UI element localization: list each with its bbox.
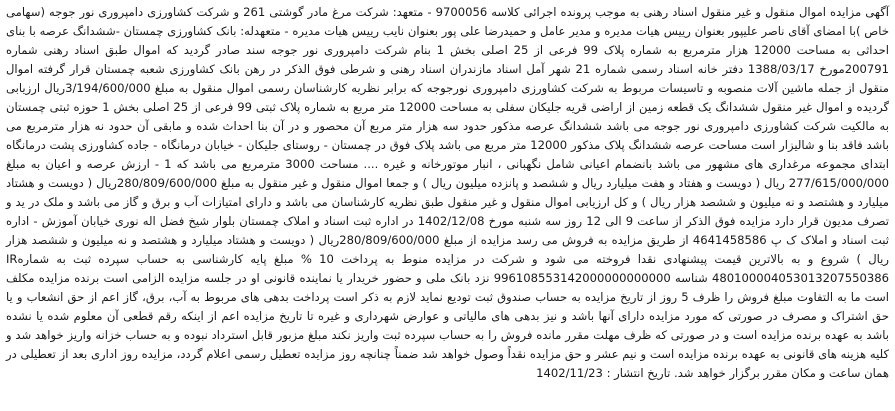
- auction-notice-body: آگهی مزایده اموال منقول و غیر منقول اسناد رهنی به موجب پرونده اجرائی کلاسه 9700056 - متعهد: شرکت مرغ مادر گوشتی 261 و شرکت کشاورزی دامپروری نور جوجه (سهامی خاص )با امضای آقای ناصر علیپور بعنوان رییس هیات مدیره و مدیر عامل و حمیدرضا علی پور بعنوان نایب رییس هیات مدیره - متعهدله: بانک کشاورزی چمستان -ششدانگ عرصه با بنای احداثی به مساحت 12000 هزار مترمربع به شماره پلاک 99 فرعی از 25 اصلی بخش 1 بنام شرکت دامپروری نور جوجه سند صادر گردید که اموال طبق اسناد رهنی شماره 200791مورخ 1388/03/17 دفتر خانه اسناد رسمی شماره 21 شهر آمل اسناد مازندران اسناد رهنی و شرطی فوق الذکر در رهن بانک کشاورزی شعبه چمستان قرار گرفته اموال منقول از جمله ماشین آلات منصوبه و تاسیسات مربوط به شرکت کشاورزی دامپروری نورجوجه که برابر نظریه کارشناسان رسمی اموال منقول به مبلغ 3/194/600/000ریال ارزیابی گردیده و اموال غیر منقول ششدانگ یک قطعه زمین از اراضی قریه جلیکان سفلی به مساحت 12000 متر مربع به شماره پلاک ثبتی 99 فرعی از 25 اصلی بخش 1 حوزه ثبتی چمستان به مالکیت شرکت کشاورزی دامپروری نور جوجه می باشد ششدانگ عرصه مذکور حدود سه هزار متر مربع آن محصور و در آن بنا احداث شده و مابقی آن حدود نه هزار مترمربع می باشد فاقد بنا و شالیزار است مساحت عرصه ششدانگ پلاک مذکور 12000 متر مربع می باشد پلاک فوق در چمستان - روستای جلیکان - خیابان درمانگاه - جاده کشاورزی پشت درمانگاه ابتدای مجموعه مرغداری های مشهور می باشد بانضمام اعیانی شامل نگهبانی ، انبار موتورخانه و غیره .... مساحت 3000 مترمربع می باشد که 1 - ارزش عرصه و اعیان به مبلغ 277/615/000/000 ریال ( دویست و هفتاد و هفت میلیارد ریال و ششصد و پانزده میلیون ریال ) و جمعا اموال منقول و غیر منقول به مبلغ 280/809/600/000ریال ( دویست و هشتاد میلیارد و هشتصد و نه میلیون و ششصد هزار ریال ) و کل ارزیابی اموال منقول و غیر منقول طبق نظریه کارشناسان می باشد و دارای امتیازات آب و برق و گاز می باشد و ملک در ید و تصرف مدیون قرار دارد مزایده فوق الذکر از ساعت 9 الی 12 روز سه شنبه مورخ 1402/12/08 در اداره ثبت اسناد و املاک چمستان بلوار شیخ فضل اله نوری خیابان آموزش - اداره ثبت اسناد و املاک ک پ 4641458586 از طریق مزایده به فروش می رسد مزایده از مبلغ 280/809/600/000ریال ( دویست و هشتاد میلیارد و هشتصد و نه میلیون و ششصد هزار ریال ) شروع و به بالاترین قیمت پیشنهادی نقدا فروخته می شود و شرکت در مزایده منوط به پرداخت 10 % مبلغ پایه کارشناسی به حساب سپرده ثبت به شمارهIR 480100004053013207550386 شناسه 996108553142000000000000 نزد بانک ملی و حضور خریدار یا نماینده قانونی او در جلسه مزایده الزامی است برنده مزایده مکلف است ما به التفاوت مبلغ فروش را ظرف 5 روز از تاریخ مزایده به حساب صندوق ثبت تودیع نماید لازم به ذکر است پرداخت بدهی های مربوط به آب، برق، گاز اعم از حق انشعاب و یا حق اشتراک و مصرف در صورتی که مورد مزایده دارای آنها باشد و نیز بدهی های مالیاتی و عوارض شهرداری و غیره تا تاریخ مزایده اعم از اینکه رقم قطعی آن معلوم شده یا نشده باشد به عهده برنده مزایده است و در صورتی که ظرف مهلت مقرر مانده فروش را به حساب سپرده ثبت واریز نکند مبلغ مزبور قابل استرداد نبوده و به حساب خزانه واریز خواهد شد و کلیه هزینه های قانونی به عهده برنده مزایده است و نیم عشر و حق مزایده نقداً وصول خواهد شد ضمناً چنانچه روز مزایده تعطیل رسمی اعلام گردد، مزایده روز اداری بعد از تعطیلی در همان ساعت و مکان مقرر برگزار خواهد شد. تاریخ انتشار : 1402/11/23: [6, 5, 890, 380]
